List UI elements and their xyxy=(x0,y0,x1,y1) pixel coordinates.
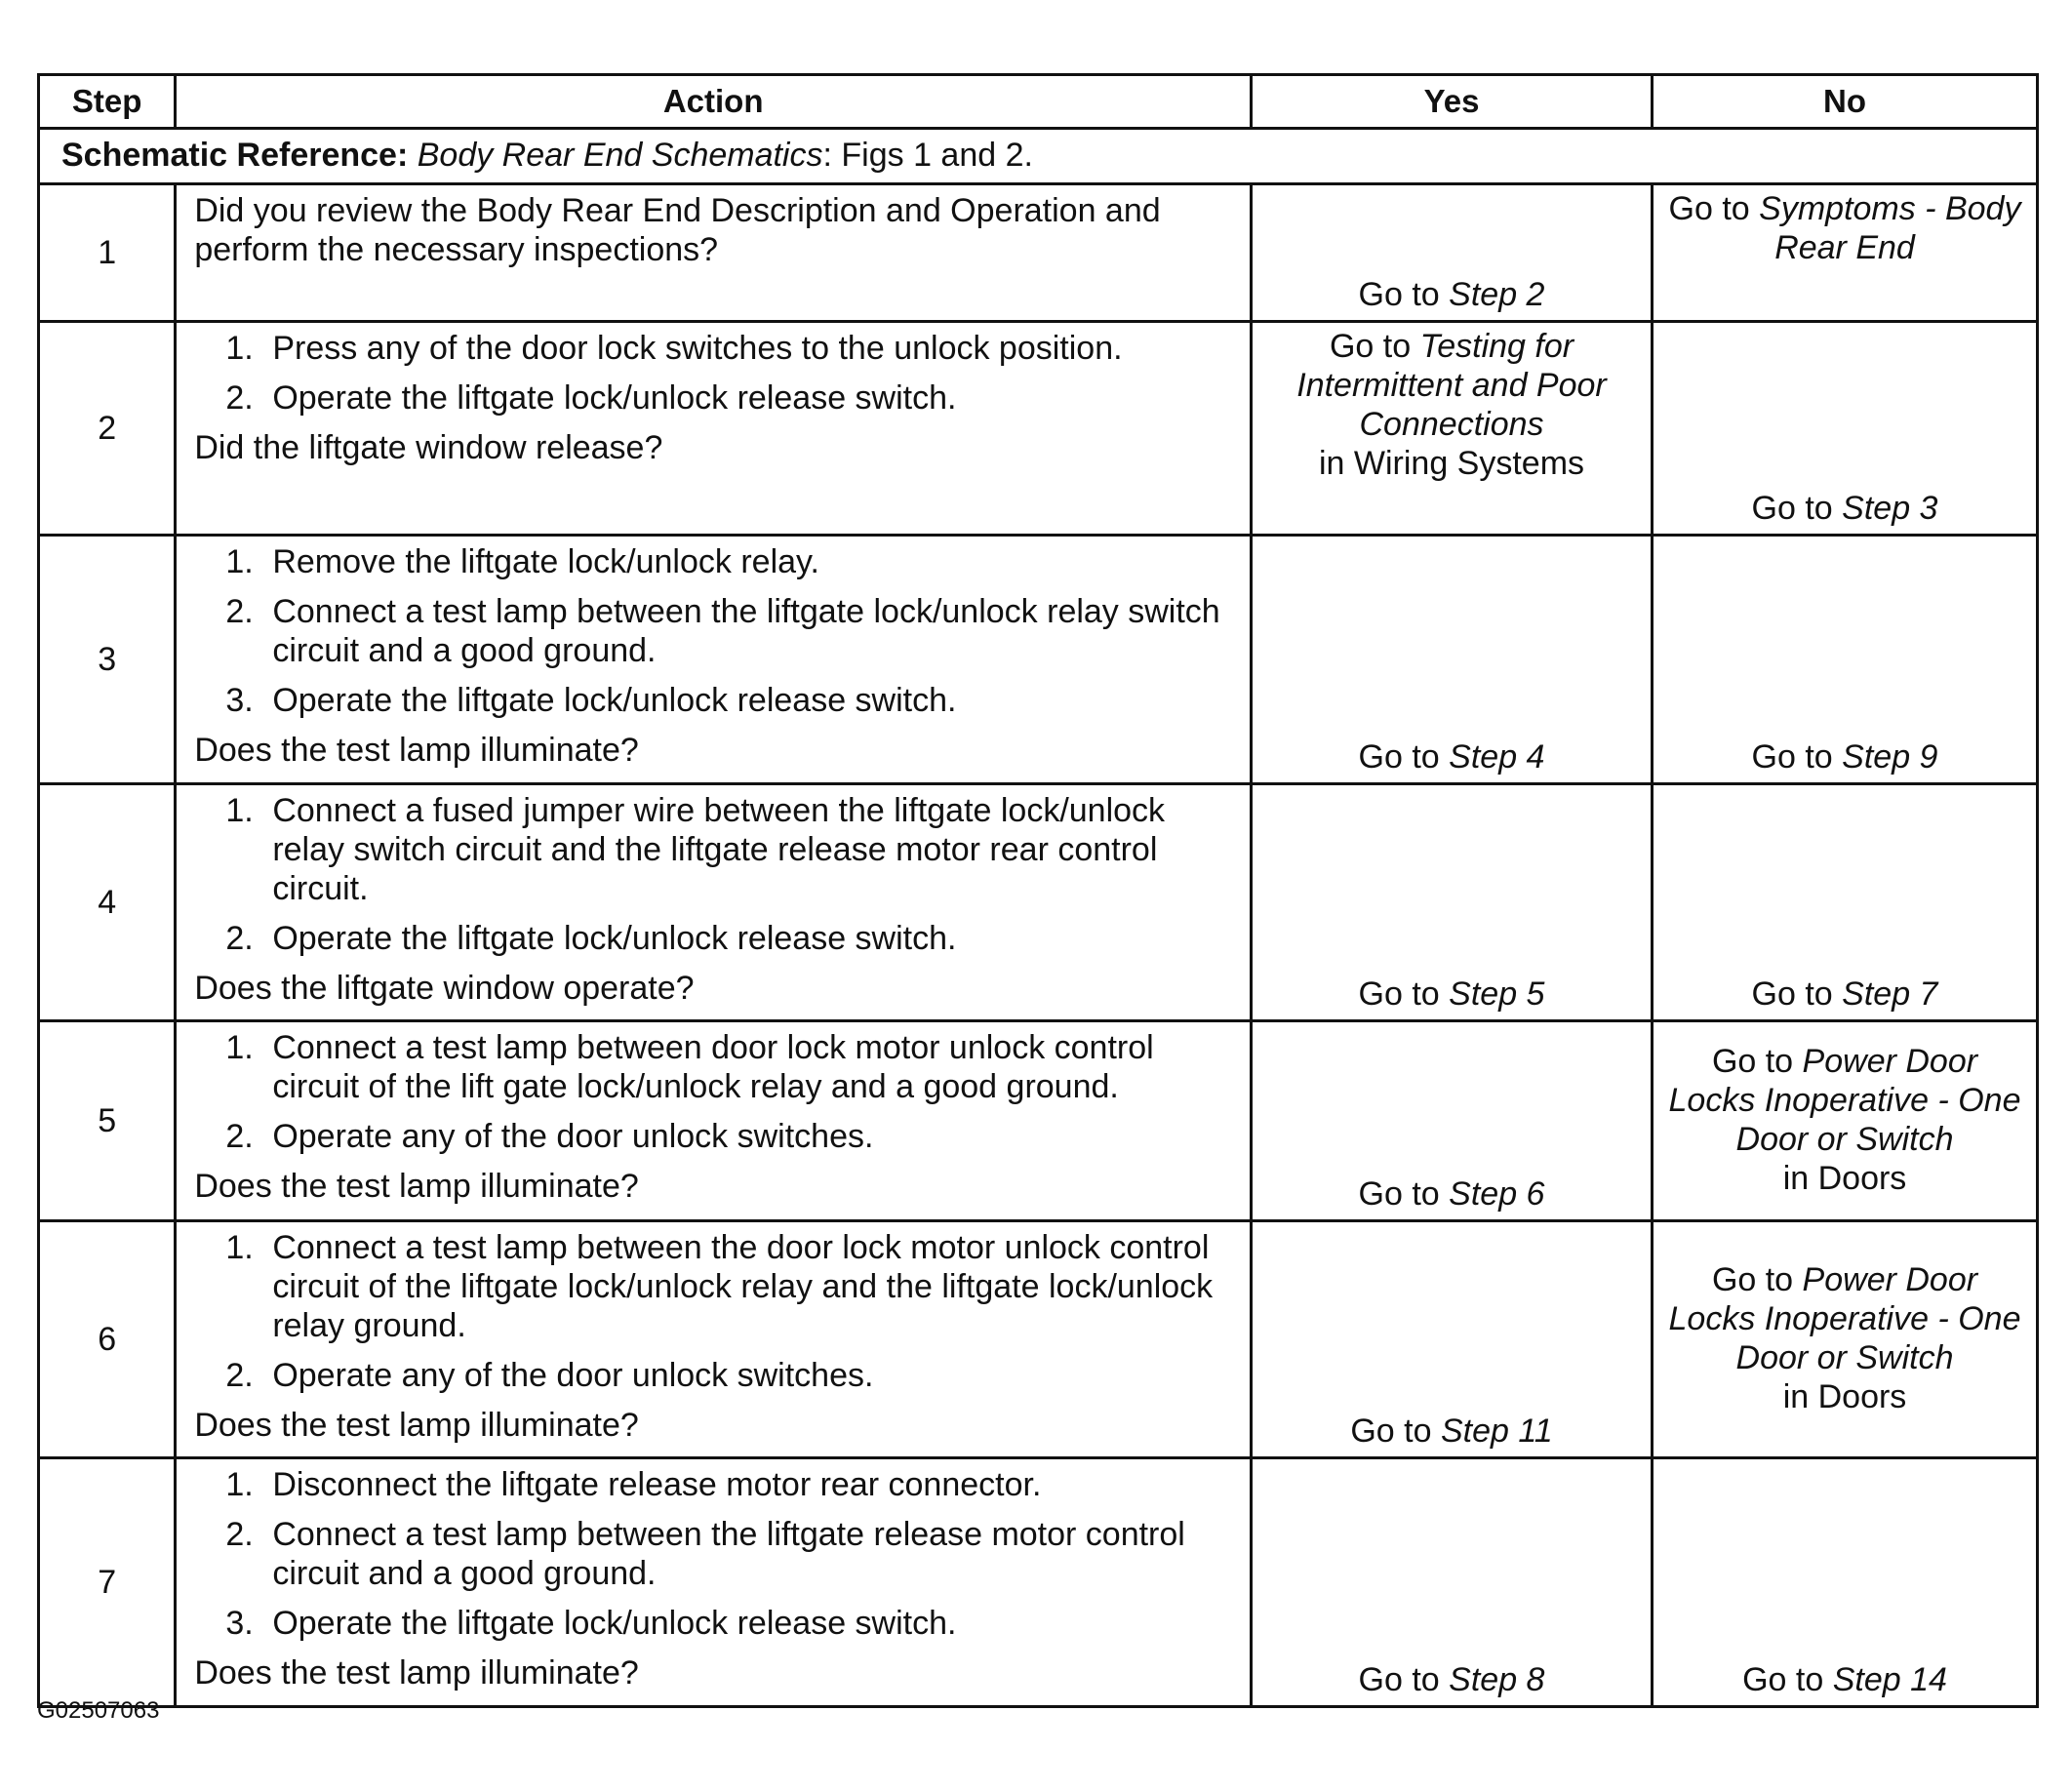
instruction-item xyxy=(225,378,1232,418)
no-prefix: Go to xyxy=(1751,738,1843,776)
header-step: Step xyxy=(39,75,176,129)
schematic-reference xyxy=(39,129,2038,184)
instruction-number: 1. xyxy=(225,543,254,580)
step-number: 4 xyxy=(39,784,176,1021)
instruction-text: Connect a test lamp between the door lock motor unlock control circuit of the liftgate lock/unlock relay and the liftgate lock/unlock relay ground. xyxy=(272,1229,1214,1344)
step-number: 2 xyxy=(39,322,176,536)
yes-cell xyxy=(1252,1221,1653,1458)
instruction-text: Operate the liftgate lock/unlock release switch. xyxy=(272,920,957,957)
yes-suffix: in Wiring Systems xyxy=(1318,445,1585,482)
no-link: Step 3 xyxy=(1842,490,1938,527)
instruction-number: 2. xyxy=(225,593,254,630)
no-result xyxy=(1654,971,2036,1019)
no-prefix: Go to xyxy=(1742,1661,1833,1698)
yes-cell xyxy=(1252,784,1653,1021)
instruction-text: Remove the liftgate lock/unlock relay. xyxy=(272,543,819,580)
instruction-number: 1. xyxy=(225,1229,254,1266)
no-link: Step 7 xyxy=(1842,975,1938,1013)
yes-cell xyxy=(1252,536,1653,784)
yes-result xyxy=(1253,734,1651,782)
instruction-number: 1. xyxy=(225,792,254,829)
yes-result xyxy=(1253,1408,1651,1456)
yes-wrap xyxy=(1253,1022,1651,1219)
yes-wrap xyxy=(1253,785,1651,1019)
yes-cell xyxy=(1252,1021,1653,1221)
instruction-item xyxy=(225,1465,1232,1504)
instruction-text: Operate any of the door unlock switches. xyxy=(272,1357,874,1394)
action-cell xyxy=(176,1458,1252,1707)
no-suffix: in Doors xyxy=(1782,1160,1907,1197)
no-cell xyxy=(1653,322,2038,536)
instruction-item xyxy=(225,681,1232,720)
table-row xyxy=(39,536,2038,784)
no-cell xyxy=(1653,1021,2038,1221)
step-number: 3 xyxy=(39,536,176,784)
instruction-text: Press any of the door lock switches to the unlock position. xyxy=(272,330,1123,367)
instruction-item xyxy=(225,1356,1232,1395)
yes-link: Testing for Intermittent and Poor Connections xyxy=(1296,328,1607,443)
action-cell xyxy=(176,184,1252,322)
instruction-number: 1. xyxy=(225,330,254,367)
no-link: Step 14 xyxy=(1832,1661,1947,1698)
no-wrap xyxy=(1654,1222,2036,1456)
diagnostic-table xyxy=(37,73,2039,1708)
no-result xyxy=(1654,1038,2036,1204)
instruction-item xyxy=(225,1117,1232,1156)
yes-link: Step 8 xyxy=(1449,1661,1545,1698)
instruction-text: Connect a test lamp between the liftgate release motor control circuit and a good ground. xyxy=(272,1516,1185,1592)
table-row xyxy=(39,184,2038,322)
yes-wrap xyxy=(1253,185,1651,320)
instruction-number: 3. xyxy=(225,1605,254,1642)
yes-result xyxy=(1253,1171,1651,1219)
instruction-number: 2. xyxy=(225,379,254,417)
no-prefix: Go to xyxy=(1711,1043,1803,1080)
step-number: 7 xyxy=(39,1458,176,1707)
yes-wrap xyxy=(1253,1459,1651,1705)
yes-prefix: Go to xyxy=(1358,975,1450,1013)
yes-cell xyxy=(1252,184,1653,322)
yes-result xyxy=(1253,971,1651,1019)
no-prefix: Go to xyxy=(1751,975,1843,1013)
instruction-item xyxy=(225,1228,1232,1345)
question-text: Does the test lamp illuminate? xyxy=(194,1407,639,1444)
header-no: No xyxy=(1653,75,2038,129)
yes-prefix: Go to xyxy=(1358,1175,1450,1213)
instruction-item xyxy=(225,791,1232,908)
no-result xyxy=(1654,485,2036,534)
no-result xyxy=(1654,1656,2036,1705)
no-link: Step 9 xyxy=(1842,738,1938,776)
figure-id: G02507063 xyxy=(37,1697,160,1724)
step-number: 6 xyxy=(39,1221,176,1458)
instruction-text: Operate the liftgate lock/unlock release switch. xyxy=(272,682,957,719)
yes-link: Step 2 xyxy=(1449,276,1545,313)
instruction-text: Connect a test lamp between the liftgate lock/unlock relay switch circuit and a good ground. xyxy=(272,593,1220,669)
header-row xyxy=(39,75,2038,129)
schematic-label: Schematic Reference: xyxy=(61,137,409,174)
no-wrap xyxy=(1654,1459,2036,1705)
no-link: Symptoms - Body Rear End xyxy=(1759,190,2021,266)
header-yes: Yes xyxy=(1252,75,1653,129)
yes-link: Step 5 xyxy=(1449,975,1545,1013)
instruction-item xyxy=(225,1028,1232,1106)
instruction-item xyxy=(225,919,1232,958)
yes-link: Step 4 xyxy=(1449,738,1545,776)
action-cell xyxy=(176,1221,1252,1458)
yes-wrap xyxy=(1253,537,1651,782)
yes-link: Step 11 xyxy=(1440,1413,1553,1450)
no-wrap xyxy=(1654,185,2036,320)
no-prefix: Go to xyxy=(1711,1261,1803,1298)
action-cell xyxy=(176,1021,1252,1221)
table-row xyxy=(39,1458,2038,1707)
no-prefix: Go to xyxy=(1668,190,1760,227)
question-text: Did the liftgate window release? xyxy=(194,429,663,466)
instruction-item xyxy=(225,329,1232,368)
yes-wrap xyxy=(1253,323,1651,534)
yes-result xyxy=(1253,1656,1651,1705)
no-link: Power Door Locks Inoperative - One Door or Switch xyxy=(1668,1043,2021,1158)
yes-result xyxy=(1253,323,1651,489)
no-cell xyxy=(1653,184,2038,322)
no-cell xyxy=(1653,1458,2038,1707)
instruction-text: Connect a test lamp between door lock motor unlock control circuit of the lift gate lock/unlock relay and a good ground. xyxy=(272,1029,1154,1105)
yes-cell xyxy=(1252,1458,1653,1707)
instruction-number: 3. xyxy=(225,682,254,719)
instruction-text: Disconnect the liftgate release motor rear connector. xyxy=(272,1466,1042,1503)
no-prefix: Go to xyxy=(1751,490,1843,527)
action-cell xyxy=(176,536,1252,784)
instruction-item xyxy=(225,1515,1232,1593)
instruction-item xyxy=(225,1604,1232,1643)
no-cell xyxy=(1653,1221,2038,1458)
action-cell xyxy=(176,322,1252,536)
question-text: Does the test lamp illuminate? xyxy=(194,1168,639,1205)
no-cell xyxy=(1653,536,2038,784)
header-action: Action xyxy=(176,75,1252,129)
no-result xyxy=(1654,185,2036,273)
yes-prefix: Go to xyxy=(1358,1661,1450,1698)
question-text: Does the test lamp illuminate? xyxy=(194,1654,639,1692)
schematic-title: Body Rear End Schematics xyxy=(417,137,823,174)
instruction-item xyxy=(225,592,1232,670)
no-link: Power Door Locks Inoperative - One Door or Switch xyxy=(1668,1261,2021,1376)
question-text: Did you review the Body Rear End Description and Operation and perform the necessary inspections? xyxy=(194,192,1161,268)
yes-prefix: Go to xyxy=(1358,738,1450,776)
table-row xyxy=(39,1021,2038,1221)
instruction-number: 1. xyxy=(225,1466,254,1503)
instruction-item xyxy=(225,542,1232,581)
instruction-text: Connect a fused jumper wire between the liftgate lock/unlock relay switch circuit and the liftgate release motor rear control circuit. xyxy=(272,792,1166,907)
question-text: Does the liftgate window operate? xyxy=(194,970,695,1007)
instruction-number: 2. xyxy=(225,1357,254,1394)
instruction-text: Operate the liftgate lock/unlock release switch. xyxy=(272,1605,957,1642)
yes-wrap xyxy=(1253,1222,1651,1456)
instruction-number: 2. xyxy=(225,920,254,957)
no-wrap xyxy=(1654,323,2036,534)
yes-prefix: Go to xyxy=(1350,1413,1441,1450)
no-result xyxy=(1654,734,2036,782)
step-number: 1 xyxy=(39,184,176,322)
no-result xyxy=(1654,1256,2036,1422)
no-wrap xyxy=(1654,785,2036,1019)
yes-prefix: Go to xyxy=(1358,276,1450,313)
yes-link: Step 6 xyxy=(1449,1175,1545,1213)
instruction-number: 2. xyxy=(225,1118,254,1155)
instruction-number: 1. xyxy=(225,1029,254,1066)
no-wrap xyxy=(1654,537,2036,782)
schematic-row xyxy=(39,129,2038,184)
yes-cell xyxy=(1252,322,1653,536)
no-cell xyxy=(1653,784,2038,1021)
yes-result xyxy=(1253,271,1651,320)
question-text: Does the test lamp illuminate? xyxy=(194,732,639,769)
step-number: 5 xyxy=(39,1021,176,1221)
yes-prefix: Go to xyxy=(1329,328,1420,365)
no-wrap xyxy=(1654,1022,2036,1219)
action-cell xyxy=(176,784,1252,1021)
table-row xyxy=(39,784,2038,1021)
schematic-suffix: : Figs 1 and 2. xyxy=(822,137,1033,174)
table-row xyxy=(39,322,2038,536)
table-row xyxy=(39,1221,2038,1458)
no-suffix: in Doors xyxy=(1782,1378,1907,1415)
instruction-text: Operate the liftgate lock/unlock release switch. xyxy=(272,379,957,417)
instruction-text: Operate any of the door unlock switches. xyxy=(272,1118,874,1155)
instruction-number: 2. xyxy=(225,1516,254,1553)
